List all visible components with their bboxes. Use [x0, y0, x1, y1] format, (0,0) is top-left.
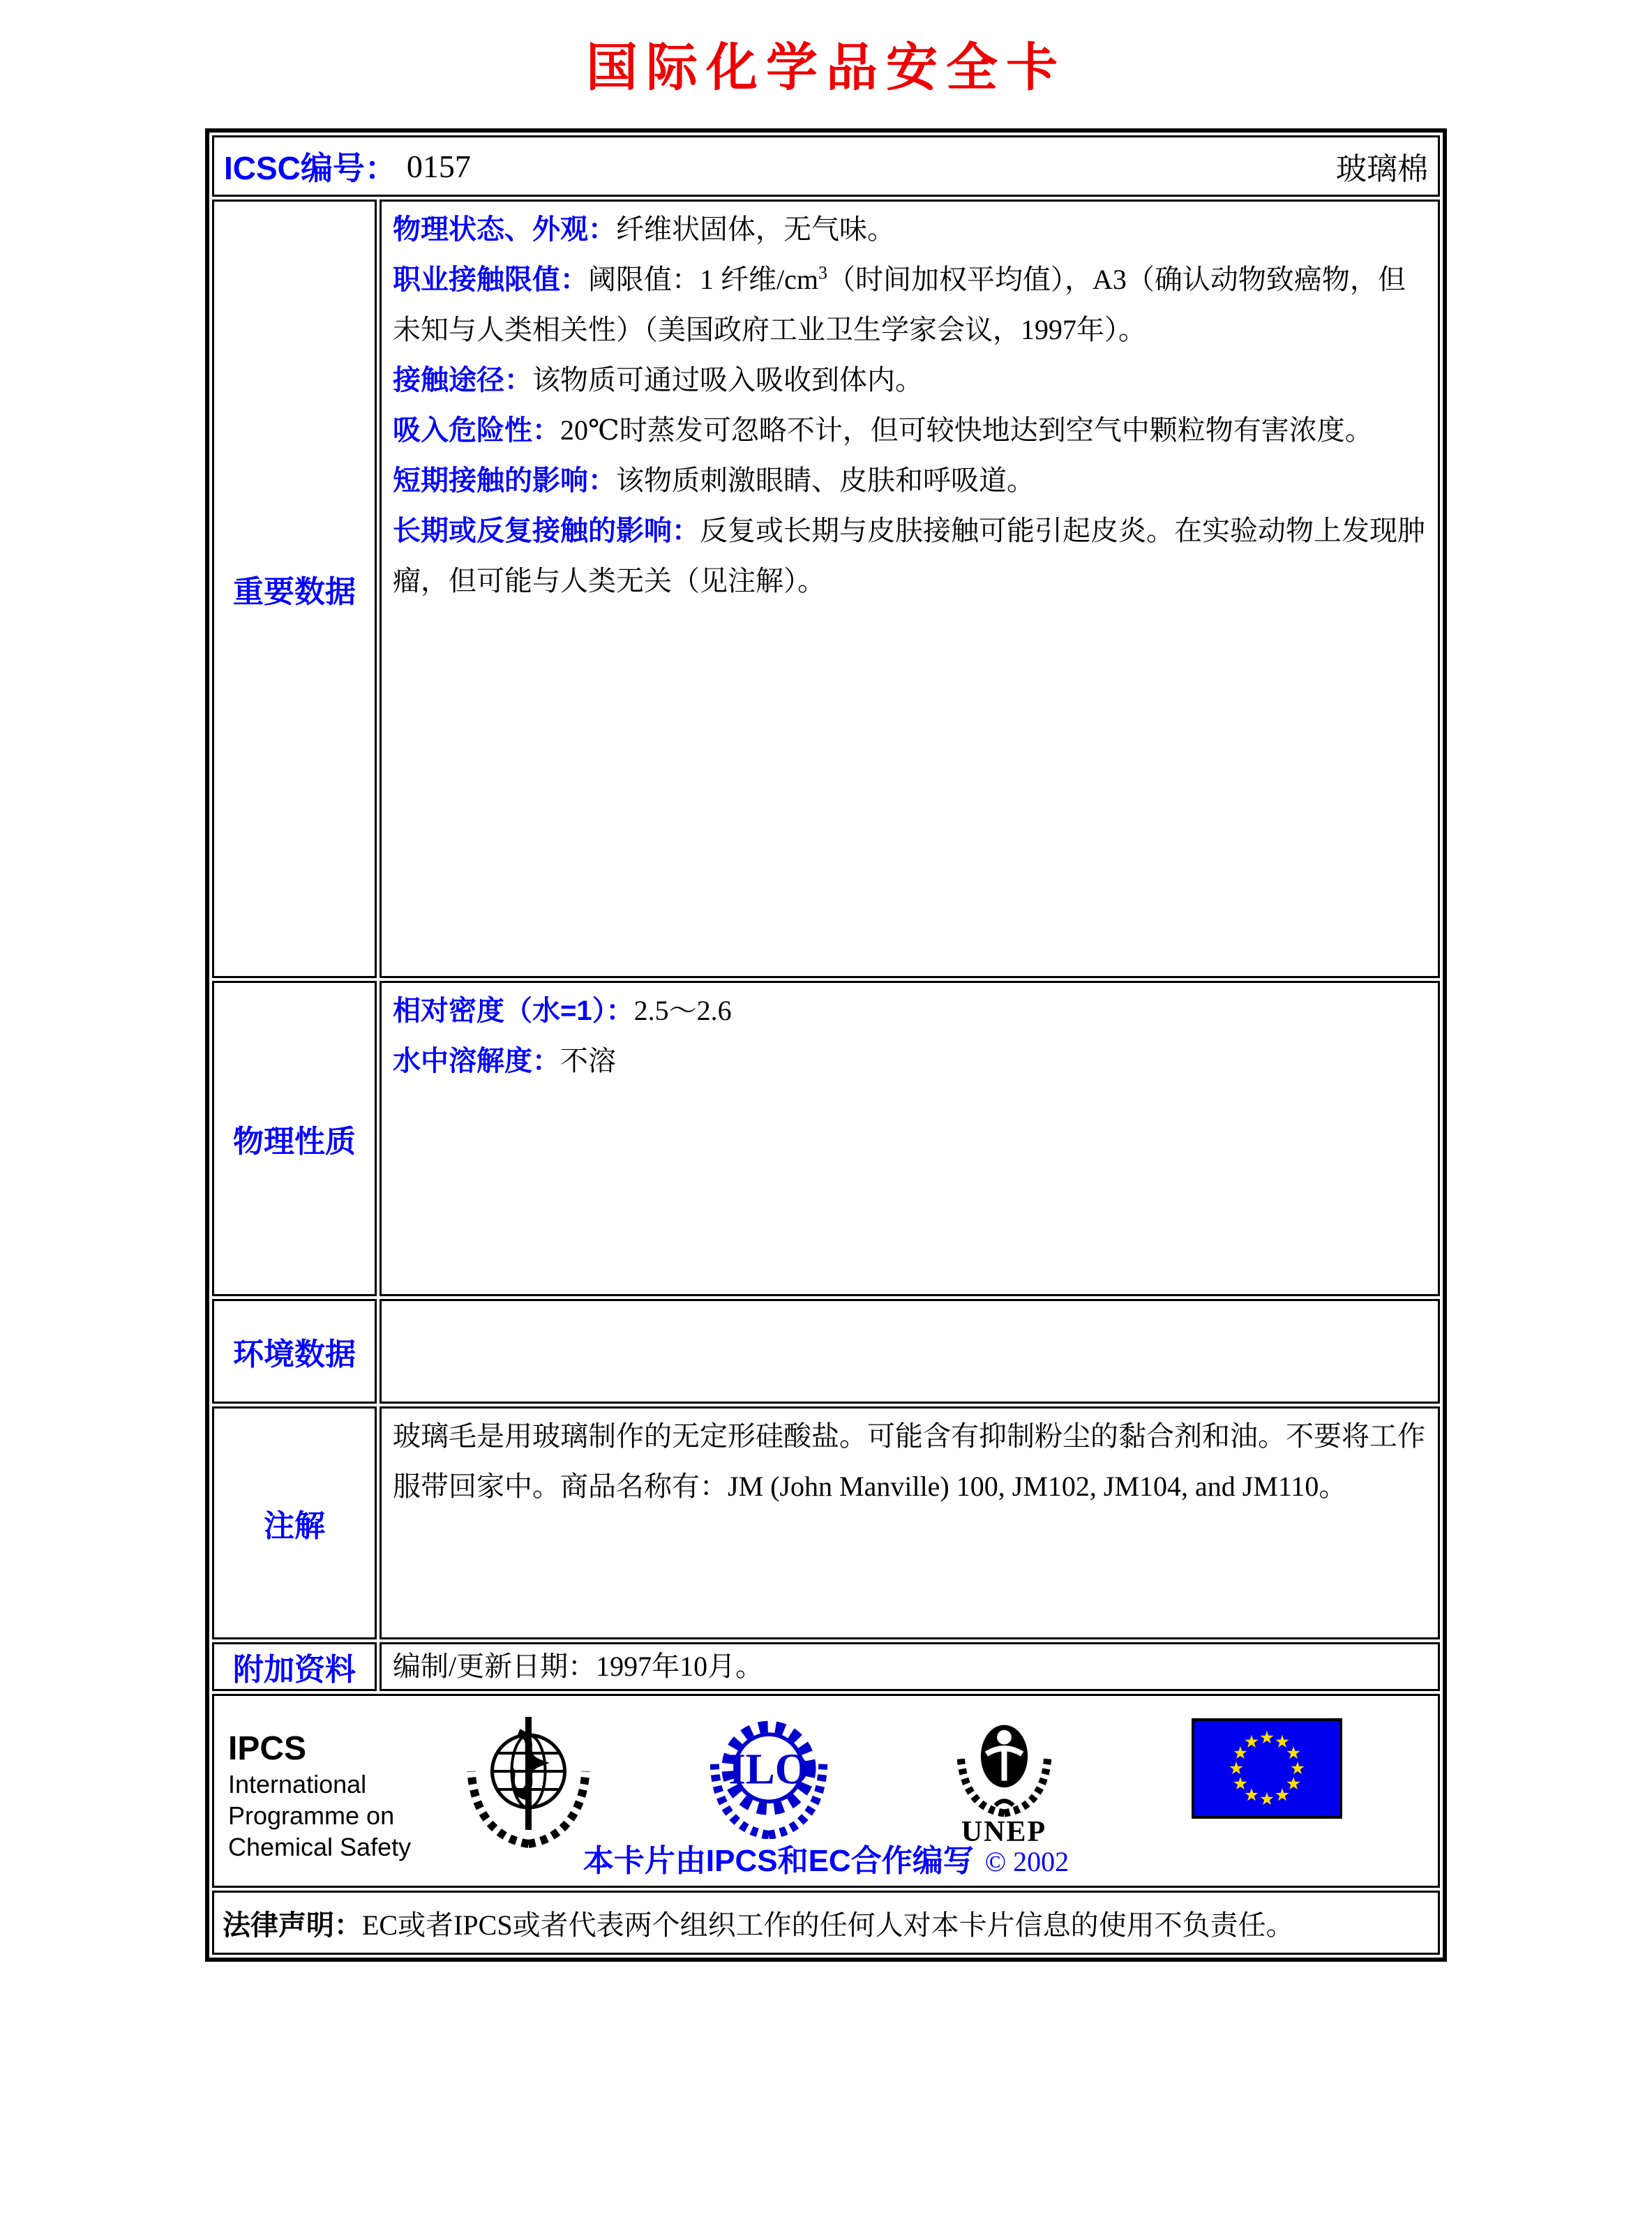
additional-info-section-label: 附加资料	[212, 1642, 377, 1691]
field-value: 反复或长期与皮肤接触可能引起皮炎。在实验动物上发现肿瘤，但可能与人类无关（见注解）。	[393, 515, 1425, 596]
header-cell	[212, 135, 1440, 197]
field-label: 水中溶解度：	[393, 1046, 560, 1076]
eu-flag-icon	[1191, 1718, 1343, 1819]
safety-card-table	[205, 128, 1447, 1962]
additional-info-content: 编制/更新日期：1997年10月。	[380, 1642, 1440, 1691]
ipcs-line-1: International	[228, 1770, 367, 1798]
physical-properties-content	[380, 981, 1440, 1296]
credit-line	[214, 1842, 1438, 1882]
field-value: 20℃时蒸发可忽略不计，但可较快地达到空气中颗粒物有害浓度。	[560, 414, 1373, 446]
important-data-section-label: 重要数据	[212, 200, 377, 978]
chemical-name: 玻璃棉	[1336, 152, 1428, 186]
notes-row	[212, 1406, 1440, 1639]
unep-logo-icon	[947, 1707, 1062, 1819]
icsc-number-group	[224, 143, 471, 189]
ilo-logo-icon	[703, 1710, 835, 1839]
physical-state-line	[393, 204, 1427, 255]
field-label: 相对密度（水=1）：	[393, 996, 634, 1026]
logos-cell	[212, 1694, 1440, 1888]
field-value: 纤维状固体，无气味。	[616, 213, 895, 245]
unep-logo-text: UNEP	[961, 1816, 1047, 1848]
header-row	[212, 135, 1440, 197]
additional-info-row	[212, 1642, 1440, 1691]
field-label: 接触途径：	[393, 365, 532, 396]
notes-content: 玻璃毛是用玻璃制作的无定形硅酸盐。可能含有抑制粉尘的黏合剂和油。不要将工作服带回家中。商品名称有：JM (John Manville) 100, JM102, JM104, and JM110。	[380, 1406, 1440, 1639]
ipcs-acronym: IPCS	[228, 1730, 307, 1767]
ipcs-line-2: Programme on	[228, 1801, 395, 1830]
water-solubility-line	[393, 1036, 1427, 1086]
unep-logo-block	[941, 1707, 1067, 1849]
logos-row	[212, 1694, 1440, 1888]
ipcs-line-3: Chemical Safety	[228, 1833, 412, 1861]
icsc-number-label: ICSC编号：	[224, 150, 397, 186]
field-value: 不溶	[560, 1045, 616, 1076]
legal-cell	[212, 1891, 1440, 1955]
credit-copyright: © 2002	[984, 1846, 1069, 1877]
notes-section-label: 注解	[212, 1406, 377, 1639]
environmental-data-content	[380, 1299, 1440, 1404]
field-value: 该物质可通过吸入吸收到体内。	[532, 364, 923, 396]
environmental-data-section-label: 环境数据	[212, 1299, 377, 1404]
field-value-pre: 阈限值：1 纤维/cm	[588, 264, 818, 295]
field-value: 2.5～2.6	[633, 995, 732, 1026]
field-label: 物理状态、外观：	[393, 214, 616, 245]
exposure-routes-line	[393, 355, 1427, 405]
legal-row	[212, 1891, 1440, 1955]
field-label: 吸入危险性：	[393, 415, 560, 446]
environmental-data-row	[212, 1299, 1440, 1404]
important-data-row	[212, 200, 1440, 978]
physical-properties-row	[212, 981, 1440, 1296]
legal-label: 法律声明：	[223, 1909, 362, 1941]
field-label: 职业接触限值：	[393, 264, 588, 295]
ilo-logo-text: ILO	[728, 1744, 809, 1794]
inhalation-risk-line	[393, 405, 1427, 456]
occupational-exposure-limit-line	[393, 255, 1427, 355]
legal-text: EC或者IPCS或者代表两个组织工作的任何人对本卡片信息的使用不负责任。	[362, 1909, 1294, 1941]
field-label: 长期或反复接触的影响：	[393, 516, 700, 546]
who-logo-icon	[457, 1710, 600, 1849]
relative-density-line	[393, 986, 1427, 1036]
field-value-post: （时间加权平均值），A3（确认动物致癌物，但未知与人类相关性）（美国政府工业卫生学家会议，1997年）。	[393, 264, 1406, 345]
page-title: 国际化学品安全卡	[586, 40, 1066, 97]
field-value: 该物质刺激眼睛、皮肤和呼吸道。	[616, 465, 1035, 496]
superscript: 3	[818, 262, 827, 283]
important-data-content	[380, 200, 1440, 978]
short-term-effects-line	[393, 456, 1427, 506]
credit-text: 本卡片由IPCS和EC合作编写	[583, 1844, 974, 1878]
long-term-effects-line	[393, 506, 1427, 606]
icsc-number-value: 0157	[406, 148, 471, 184]
field-label: 短期接触的影响：	[393, 465, 616, 496]
physical-properties-section-label: 物理性质	[212, 981, 377, 1296]
